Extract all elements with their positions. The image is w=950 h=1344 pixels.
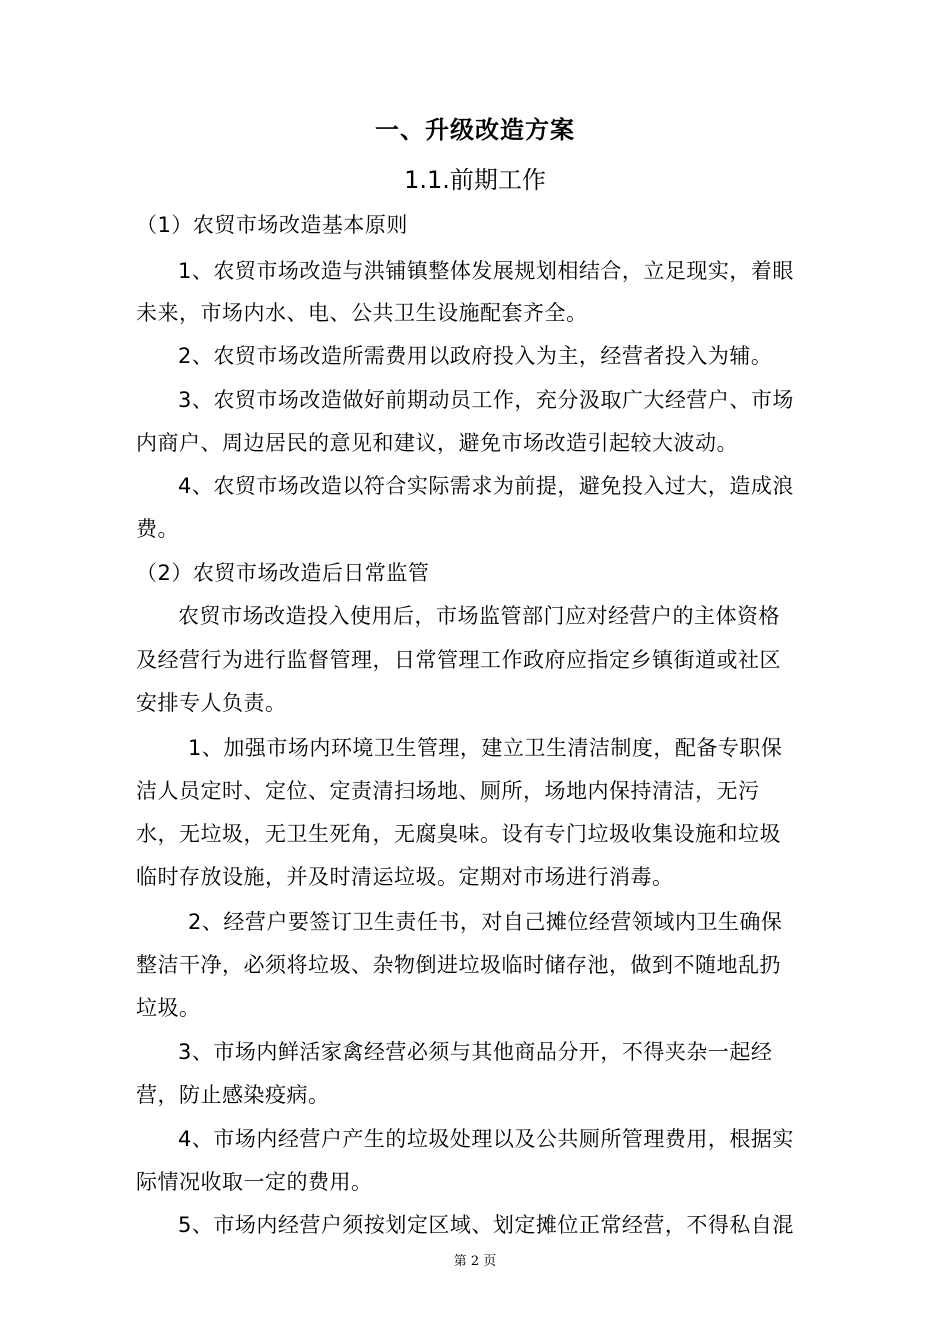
paragraph-line: 3、市场内鲜活家禽经营必须与其他商品分开，不得夹杂一起经 xyxy=(178,1040,773,1064)
subheading-principles: （1）农贸市场改造基本原则 xyxy=(136,213,408,237)
paragraph-line: 4、农贸市场改造以符合实际需求为前提，避免投入过大，造成浪 xyxy=(178,474,794,498)
paragraph-line: 临时存放设施，并及时清运垃圾。定期对市场进行消毒。 xyxy=(136,865,674,889)
section-title: 1.1.前期工作 xyxy=(404,166,546,194)
paragraph-line: 3、农贸市场改造做好前期动员工作，充分汲取广大经营户、市场 xyxy=(178,388,794,412)
paragraph-line: 农贸市场改造投入使用后，市场监管部门应对经营户的主体资格 xyxy=(178,604,780,628)
page-title: 一、升级改造方案 xyxy=(375,116,575,144)
paragraph-line: 洁人员定时、定位、定责清扫场地、厕所，场地内保持清洁，无污 xyxy=(136,779,760,803)
paragraph-line: 2、经营户要签订卫生责任书，对自己摊位经营领域内卫生确保 xyxy=(188,910,783,934)
page-number: 第 2 页 xyxy=(453,1254,497,1269)
paragraph-line: 水，无垃圾，无卫生死角，无腐臭味。设有专门垃圾收集设施和垃圾 xyxy=(136,822,781,846)
paragraph-line: 1、加强市场内环境卫生管理，建立卫生清洁制度，配备专职保 xyxy=(188,736,783,760)
paragraph-line: 1、农贸市场改造与洪铺镇整体发展规划相结合，立足现实，着眼 xyxy=(178,259,794,283)
paragraph-line: 未来，市场内水、电、公共卫生设施配套齐全。 xyxy=(136,301,588,325)
paragraph-line: 2、农贸市场改造所需费用以政府投入为主，经营者投入为辅。 xyxy=(178,344,773,368)
subheading-supervision: （2）农贸市场改造后日常监管 xyxy=(136,561,430,585)
paragraph-line: 安排专人负责。 xyxy=(136,691,287,715)
paragraph-line: 内商户、周边居民的意见和建议，避免市场改造引起较大波动。 xyxy=(136,431,738,455)
paragraph-line: 整洁干净，必须将垃圾、杂物倒进垃圾临时储存池，做到不随地乱扔 xyxy=(136,953,781,977)
paragraph-line: 及经营行为进行监督管理，日常管理工作政府应指定乡镇街道或社区 xyxy=(136,648,781,672)
paragraph-line: 4、市场内经营户产生的垃圾处理以及公共厕所管理费用，根据实 xyxy=(178,1127,794,1151)
paragraph-line: 际情况收取一定的费用。 xyxy=(136,1170,373,1194)
paragraph-line: 垃圾。 xyxy=(136,996,201,1020)
paragraph-line: 5、市场内经营户须按划定区域、划定摊位正常经营，不得私自混 xyxy=(178,1213,794,1237)
paragraph-line: 营，防止感染疫病。 xyxy=(136,1083,330,1107)
paragraph-line: 费。 xyxy=(136,517,179,541)
